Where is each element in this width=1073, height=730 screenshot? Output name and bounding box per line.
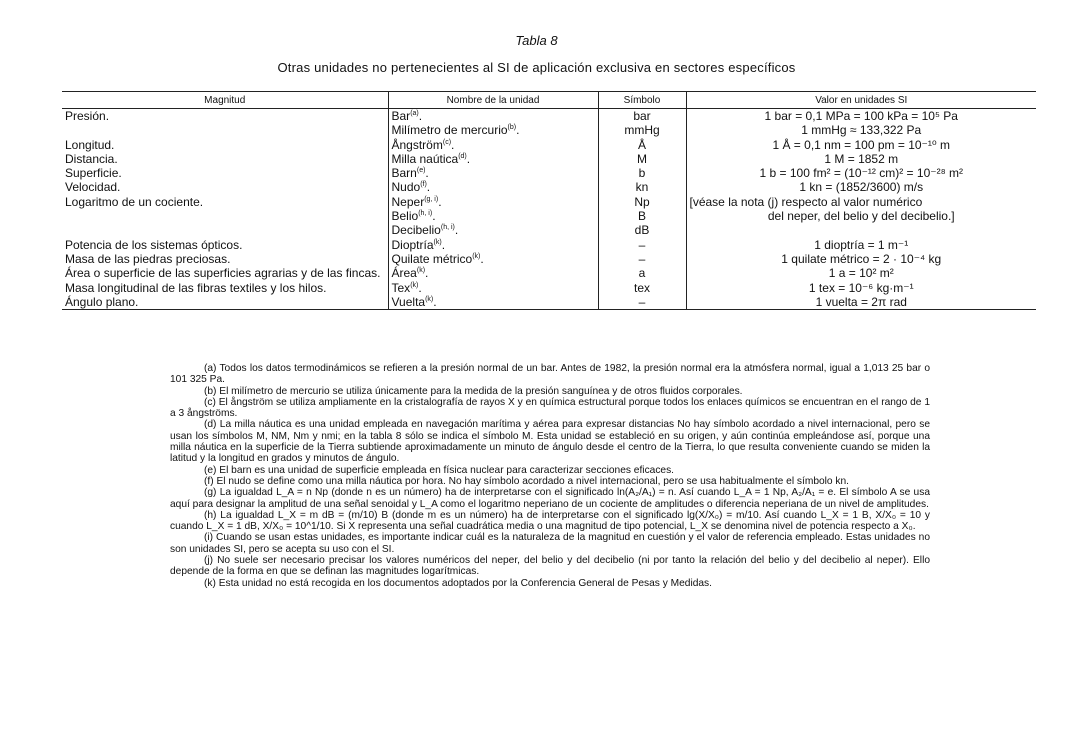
unit-name: Milla naútica [391,151,459,166]
cell-nombre: Nudo$^{(f)}$. [388,180,598,194]
cell-valor: 1 kn = (1852/3600) m/s [686,180,1036,194]
header-nombre: Nombre de la unidad [388,92,598,109]
cell-valor: 1 bar = 0,1 MPa = 100 kPa = 10⁵ Pa [686,109,1036,124]
cell-simbolo: dB [598,223,686,237]
cell-magnitud [62,123,388,137]
cell-simbolo: mmHg [598,123,686,137]
cell-valor: [véase la nota (j) respecto al valor numérico [686,195,1036,209]
table-row [62,209,1036,223]
note-ref: (g, i) [424,195,439,203]
cell-magnitud [62,209,388,223]
cell-simbolo: B [598,209,686,223]
note-ref: (k) [416,267,426,275]
cell-simbolo: tex [598,281,686,295]
table-row [62,266,1036,280]
cell-magnitud: Masa longitudinal de las fibras textiles y los hilos. [65,280,327,295]
table-row [62,180,1036,194]
unit-name: Decibelio [391,223,441,238]
note-ref: (h, i) [418,210,433,218]
table-row [62,195,1036,209]
cell-magnitud: Presión. [65,109,110,123]
cell-nombre: Decibelio$^{(h, i)}$. [388,223,598,237]
cell-nombre: Vuelta$^{(k)}$. [388,295,598,310]
cell-valor: 1 dioptría = 1 m⁻¹ [686,238,1036,252]
cell-valor [686,223,1036,237]
cell-nombre: Milla naútica$^{(d)}$. [388,152,598,166]
cell-nombre: Dioptría$^{(k)}$. [388,238,598,252]
table-row [62,223,1036,237]
footnote-d: (d) La milla náutica es una unidad empleada en navegación marítima y aérea para expresar distancias No hay símbolo acordado a nivel internacional, pero se usan los símbolos M, NM, Nm y nmi; en la tabla 8 sólo se indica el símbolo M. Esta unidad se estableció en su origen, y aún continúa empleándose así, porque una milla náutica en la superficie de la Tierra subtiende aproximadamente un minuto de ángulo desde el centro de la Tierra, lo que resulta conveniente cuando se miden la latitud y la longitud en grados y minutos de ángulo. [170,419,930,465]
note-ref: (d) [458,152,467,160]
table-row [62,252,1036,266]
unit-name: Nudo [391,180,421,195]
cell-magnitud: Potencia de los sistemas ópticos. [65,237,243,252]
table-row [62,166,1036,180]
cell-simbolo: kn [598,180,686,194]
note-ref: (a) [410,110,419,117]
cell-nombre: Neper$^{(g, i)}$. [388,195,598,209]
header-magnitud: Magnitud [62,92,388,109]
note-ref: (f) [420,181,427,189]
table-row [62,138,1036,152]
cell-nombre: Área$^{(k)}$. [388,266,598,280]
cell-valor: 1 tex = 10⁻⁶ kg·m⁻¹ [686,281,1036,295]
note-ref: (e) [416,167,426,175]
cell-valor: del neper, del belio y del decibelio.] [686,209,1036,223]
table-row [62,238,1036,252]
footnote-c: (c) El ångström se utiliza ampliamente en la cristalografía de rayos X y en química estructural porque todos los enlaces químicos se encuentran en el rango de 1 a 3 ångströms. [170,396,930,420]
footnote-a: (a) Todos los datos termodinámicos se refieren a la presión normal de un bar. Antes de 1982, la presión normal era la atmósfera normal, igual a 1,013 25 bar o 101 325 Pa. [170,363,930,386]
cell-simbolo: Å [598,138,686,152]
unit-name: Vuelta [391,294,426,309]
header-simbolo: Símbolo [598,92,686,109]
table-caption: Tabla 8 [515,33,558,48]
cell-magnitud: Ángulo plano. [62,295,388,310]
table-header-row [62,92,1036,109]
cell-simbolo: – [598,252,686,266]
units-table [62,91,1036,310]
cell-simbolo: Np [598,195,686,209]
cell-magnitud: Velocidad. [65,180,121,195]
unit-name: Bar [391,109,411,123]
unit-name: Dioptría [391,237,434,252]
note-ref: (h, i) [440,224,455,232]
cell-magnitud: Superficie. [65,166,122,181]
cell-valor: 1 a = 10² m² [686,266,1036,280]
footnote-j: (j) No suele ser necesario precisar los valores numéricos del neper, del belio y del decibelio (ni por tanto la relación del belio y del decibelio al neper). Ello depende de la forma en que se definan las magnitudes logarítmicas. [170,555,930,578]
note-ref: (c) [442,138,452,146]
unit-name: Tex [391,280,411,295]
header-valor: Valor en unidades SI [686,92,1036,109]
cell-nombre: Barn$^{(e)}$. [388,166,598,180]
cell-simbolo: – [598,295,686,310]
note-ref: (k) [425,295,434,303]
note-ref: (b) [507,124,517,132]
footnote-h: (h) La igualdad L_X = m dB = (m/10) B (donde m es un número) ha de interpretarse con el significado lg(X/X₀) = m/10. Así cuando L_X = 1 B, X/X₀ = 10 y cuando L_X = 1 dB, X/X₀ = 10^1/10. Si X representa una señal cuadrática media o una magnitud de tipo potencial, L_X se denomina nivel de potencia respecto a X₀. [170,509,930,533]
cell-magnitud: Área o superficie de las superficies agrarias y de las fincas. [65,266,381,281]
cell-simbolo: bar [598,109,686,124]
footnote-e: (e) El barn es una unidad de superficie empleada en física nuclear para caracterizar secciones eficaces. [204,464,675,476]
cell-nombre: Quilate métrico$^{(k)}$. [388,252,598,266]
cell-magnitud: Longitud. [65,137,115,152]
unit-name: Belio [391,209,419,224]
cell-valor: 1 vuelta = 2π rad [686,295,1036,310]
note-ref: (k) [433,238,442,246]
footnote-f: (f) El nudo se define como una milla náutica por hora. No hay símbolo acordado a nivel internacional, pero se usa habitualmente el símbolo kn. [204,475,850,487]
table-row [62,109,1036,124]
unit-name: Área [391,266,417,281]
cell-nombre: Tex$^{(k)}$. [388,281,598,295]
cell-simbolo: – [598,238,686,252]
cell-magnitud: Logaritmo de un cociente. [65,194,204,209]
cell-valor: 1 M = 1852 m [686,152,1036,166]
footnotes [170,363,930,589]
cell-magnitud: Distancia. [65,151,118,166]
unit-name: Milímetro de mercurio [391,123,508,138]
footnote-b: (b) El milímetro de mercurio se utiliza únicamente para la medida de la presión sanguínea y de otros fluidos corporales. [204,385,743,397]
table-row [62,152,1036,166]
unit-name: Ångström [391,137,443,152]
cell-magnitud: Masa de las piedras preciosas. [65,251,231,266]
cell-nombre: Ångström$^{(c)}$. [388,138,598,152]
cell-valor: 1 b = 100 fm² = (10⁻¹² cm)² = 10⁻²⁸ m² [686,166,1036,180]
note-ref: (k) [472,252,481,260]
footnote-i: (i) Cuando se usan estas unidades, es importante indicar cuál es la naturaleza de la magnitud en cuestión y el valor de referencia empleado. Estas unidades no son unidades SI, pero se acepta su uso con el SI. [170,532,930,555]
cell-valor: 1 Å = 0,1 nm = 100 pm = 10⁻¹⁰ m [686,138,1036,152]
table-row [62,295,1036,310]
footnote-g: (g) La igualdad L_A = n Np (donde n es un número) ha de interpretarse con el significado ln(A₂/A₁) = n. Así cuando L_A = 1 Np, A₂/A₁ = e. El símbolo A se usa aquí para designar la amplitud de una señal senoidal y L_A como el logaritmo neperiano de un cociente de amplitudes o diferencia neperiana de un nivel de amplitudes. [170,487,930,510]
cell-nombre: Bar$^{(a)}$. [388,109,598,124]
footnote-k: (k) Esta unidad no está recogida en los documentos adoptados por la Conferencia General de Pesas y Medidas. [204,577,712,589]
cell-valor: 1 mmHg ≈ 133,322 Pa [686,123,1036,137]
table-subtitle: Otras unidades no pertenecientes al SI de aplicación exclusiva en sectores específicos [277,60,796,75]
table-row [62,123,1036,137]
cell-valor: 1 quilate métrico = 2 · 10⁻⁴ kg [686,252,1036,266]
unit-name: Neper [391,194,425,209]
cell-simbolo: a [598,266,686,280]
unit-name: Quilate métrico [391,251,473,266]
unit-name: Barn [391,166,417,181]
cell-simbolo: M [598,152,686,166]
cell-nombre: Milímetro de mercurio$^{(b)}$. [388,123,598,137]
table-row [62,281,1036,295]
cell-magnitud [62,223,388,237]
cell-nombre: Belio$^{(h, i)}$. [388,209,598,223]
note-ref: (k) [410,281,419,289]
cell-simbolo: b [598,166,686,180]
